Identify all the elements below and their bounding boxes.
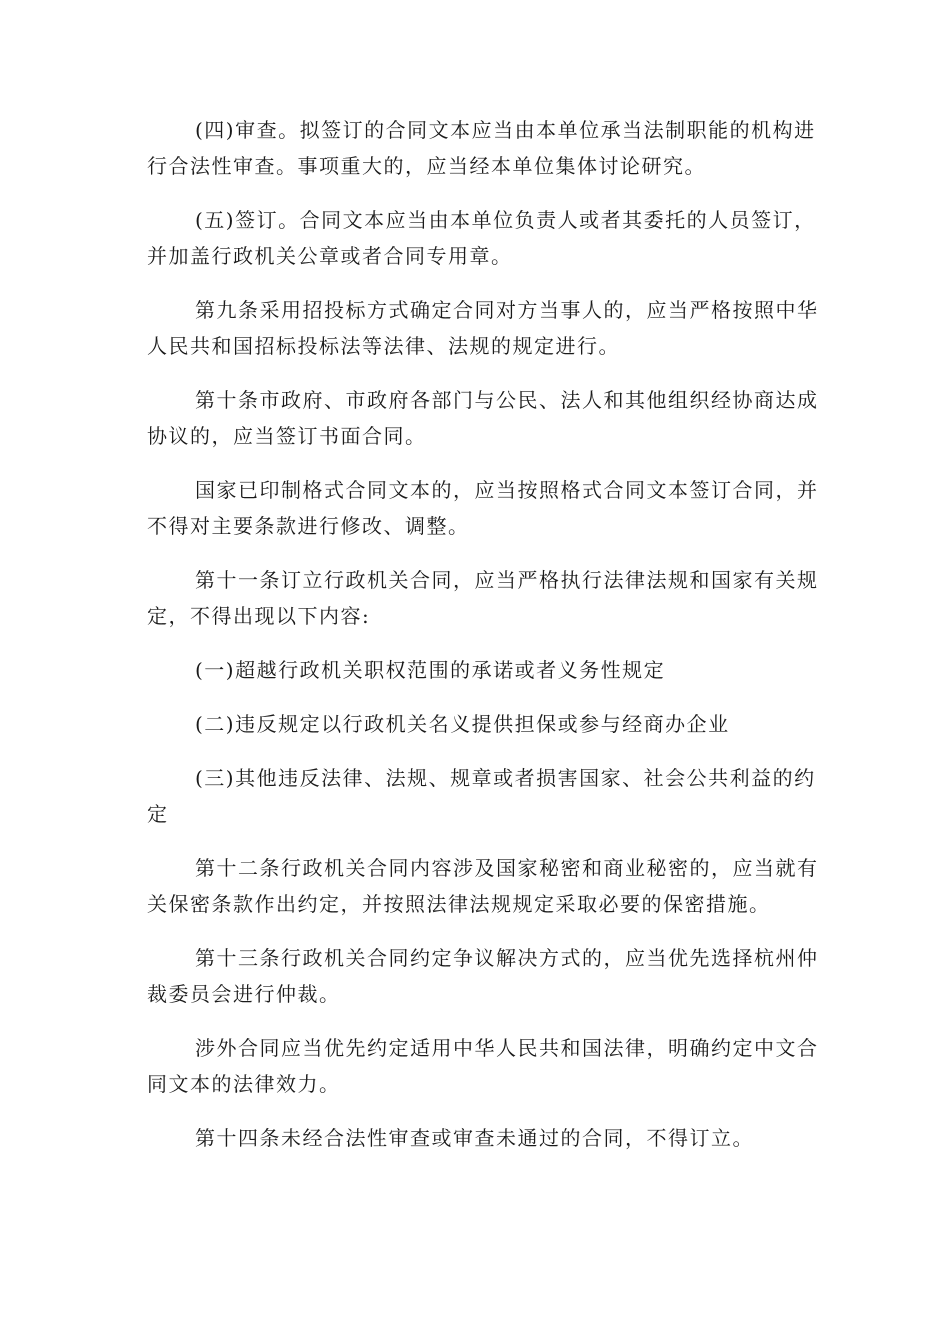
document-body [147,112,827,1156]
paragraph-item-3: (三)其他违反法律、法规、规章或者损害国家、社会公共利益的约定 [147,766,816,826]
paragraph-signing: (五)签订。合同文本应当由本单位负责人或者其委托的人员签订，并加盖行政机关公章或者合同专用章。 [147,208,816,268]
paragraph-article-9: 第九条采用招投标方式确定合同对方当事人的，应当严格按照中华人民共和国招标投标法等法律、法规的规定进行。 [147,298,819,358]
paragraph-item-2: (二)违反规定以行政机关名义提供担保或参与经商办企业 [195,712,730,736]
paragraph-review: (四)审查。拟签订的合同文本应当由本单位承当法制职能的机构进行合法性审查。事项重大的，应当经本单位集体讨论研究。 [147,118,816,178]
paragraph-article-13: 第十三条行政机关合同约定争议解决方式的，应当优先选择杭州仲裁委员会进行仲裁。 [147,946,819,1006]
paragraph-item-1: (一)超越行政机关职权范围的承诺或者义务性规定 [195,658,666,682]
paragraph-article-11: 第十一条订立行政机关合同，应当严格执行法律法规和国家有关规定，不得出现以下内容: [147,568,819,628]
paragraph-article-12: 第十二条行政机关合同内容涉及国家秘密和商业秘密的，应当就有关保密条款作出约定，并按照法律法规规定采取必要的保密措施。 [147,856,819,916]
paragraph-foreign-contract: 涉外合同应当优先约定适用中华人民共和国法律，明确约定中文合同文本的法律效力。 [147,1036,819,1096]
paragraph-article-10: 第十条市政府、市政府各部门与公民、法人和其他组织经协商达成协议的，应当签订书面合同。 [147,388,819,448]
paragraph-article-14: 第十四条未经合法性审查或审查未通过的合同，不得订立。 [195,1126,754,1150]
paragraph-format-contract: 国家已印制格式合同文本的，应当按照格式合同文本签订合同，并不得对主要条款进行修改、调整。 [147,478,819,538]
